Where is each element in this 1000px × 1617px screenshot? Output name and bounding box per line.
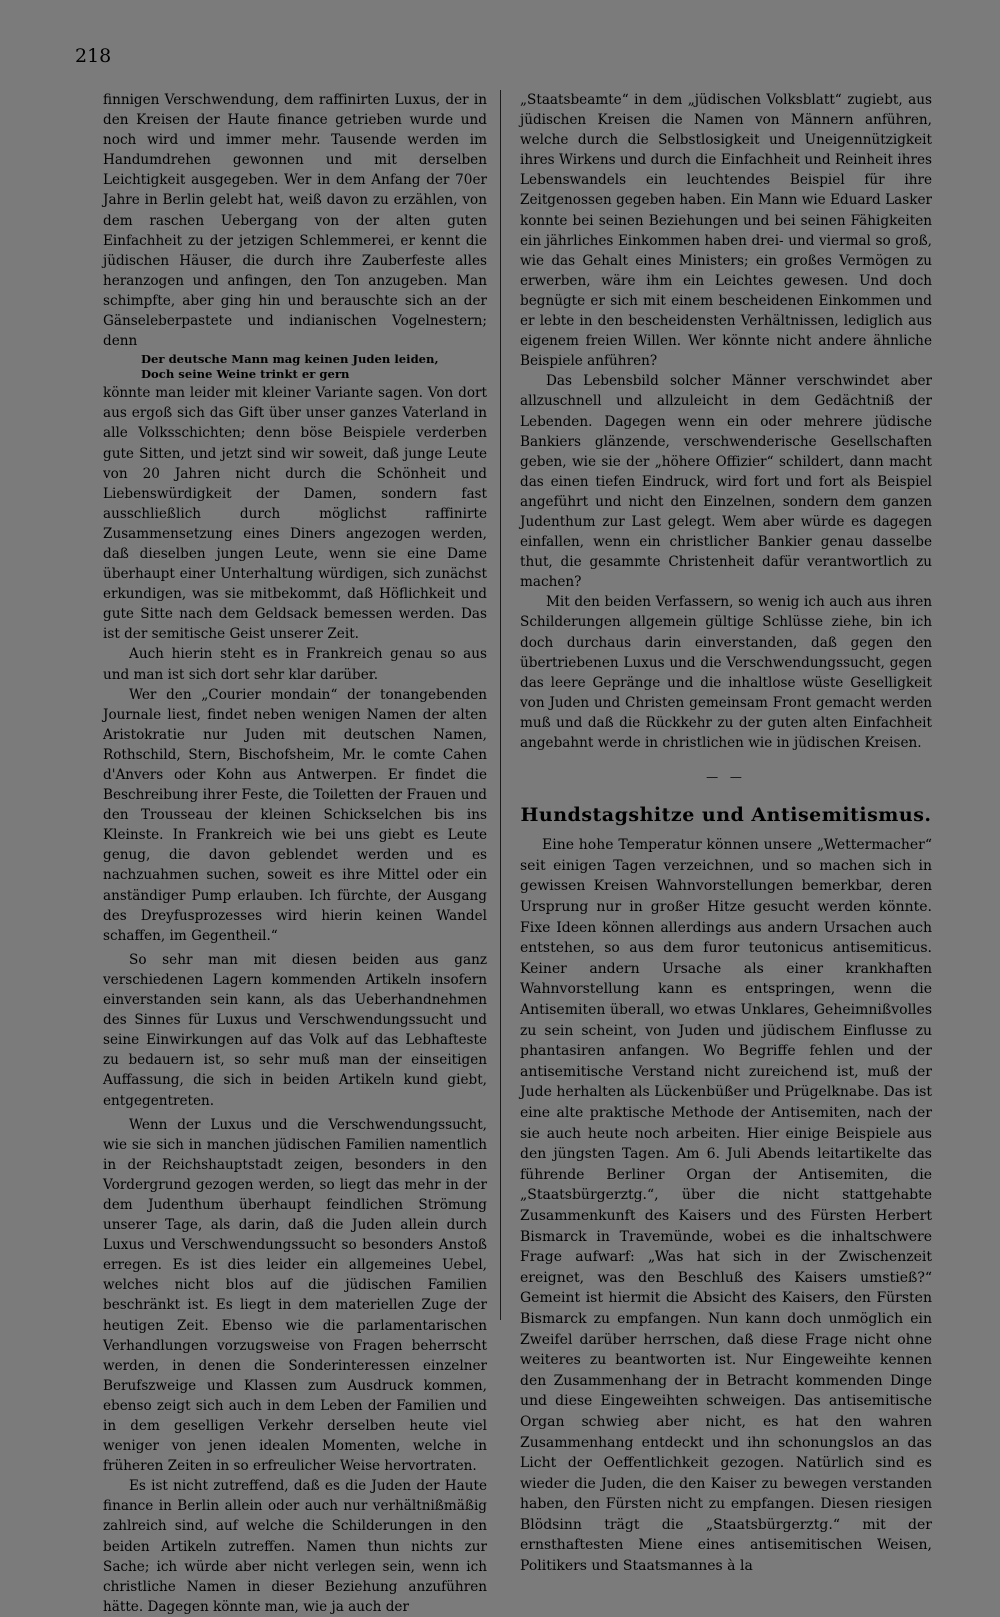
verse-line-1: Der deutsche Mann mag keinen Juden leiden,: [141, 352, 439, 367]
right-column: [520, 90, 932, 1577]
page-number: 218: [75, 45, 112, 67]
left-paragraph-3: Auch hierin steht es in Frankreich genau so aus und man ist sich dort sehr klar darüber.: [103, 646, 487, 683]
verse-line-2: Doch seine Weine trinkt er gern: [141, 367, 350, 382]
left-column: [103, 90, 487, 1617]
left-paragraph-2: könnte man leider mit kleiner Variante sagen. Von dort aus ergoß sich das Gift über unser ganzes Vaterland in alle Volksschichten; denn böse Beispiele verderben gute Sitten, und jetzt sind wir soweit, daß junge Leute von 20 Jahren nicht durch die Schönheit und Liebenswürdigkeit der Damen, sondern fast ausschließlich durch möglichst raffinirte Zusammensetzung eines Diners angezogen werden, daß dieselben jungen Leute, wenn sie eine Dame überhaupt einer Unterhaltung würdigen, sich zunächst erkundigen, was sie mitbekommt, daß Höflichkeit und gute Sitte nach dem Geldsack bemessen werden. Das ist der semitische Geist unserer Zeit.: [103, 385, 487, 643]
article-body: [520, 835, 932, 1576]
right-paragraph-2: Das Lebensbild solcher Männer verschwindet aber allzuschnell und allzuleicht in dem Gedächtniß der Lebenden. Dagegen wenn ein oder mehrere jüdische Bankiers glänzende, verschwenderische Gesellschaften geben, wie sie der „höhere Offizier“ schildert, dann macht das einen tiefen Eindruck, wird fort und fort als Beispiel angeführt und nicht den Einzelnen, sondern dem ganzen Judenthum zur Last gelegt. Wem aber würde es dagegen einfallen, wenn ein christlicher Bankier genau dasselbe thut, die gesammte Christenheit dafür verantwortlich zu machen?: [520, 373, 932, 591]
section-separator: — —: [706, 770, 746, 785]
article-paragraph: Eine hohe Temperatur können unsere „Wettermacher“ seit einigen Tagen verzeichnen, und so machen sich in gewissen Kreisen Wahnvorstellungen bemerkbar, deren Ursprung nur in großer Hitze gesucht werden könnte. Fixe Ideen können allerdings aus andern Ursachen auch entstehen, so aus dem furor teutonicus antisemiticus. Keiner andern Ursache als einer krankhaften Wahnvorstellung kann es entspringen, wenn die Antisemiten überall, wo etwas Unklares, Geheimnißvolles zu sein scheint, von Juden und jüdischem Einflusse zu phantasiren anfangen. Wo Begriffe fehlen und der antisemitische Verstand nicht zureichend ist, muß der Jude herhalten als Lückenbüßer und Prügelknabe. Das ist eine alte praktische Methode der Antisemiten, nach der sie auch heute noch arbeiten. Hier einige Beispiele aus den jüngsten Tagen. Am 6. Juli Abends leitartikelte das führende Berliner Organ der Antisemiten, die „Staatsbürgerztg.“, über die nicht stattgehabte Zusammenkunft des Kaisers und des Fürsten Herbert Bismarck in Travemünde, wobei es die inhaltschwere Frage aufwarf: „Was hat sich in der Zwischenzeit ereignet, was den Beschluß des Kaisers umstieß?“ Gemeint ist hiermit die Absicht des Kaisers, den Fürsten Bismarck zu empfangen. Nun kann doch unmöglich ein Zweifel darüber herrschen, daß diese Frage nicht ohne weiteres zu beantworten ist. Nur Eingeweihte kennen den Zusammenhang der in Betracht kommenden Dinge und diese Eingeweihten schweigen. Das antisemitische Organ schwieg aber nicht, es hat den wahren Zusammenhang entdeckt und ihn schonungslos an das Licht der Oeffentlichkeit gezogen. Natürlich sind es wieder die Juden, die den Kaiser zu bewegen verstanden haben, den Fürsten nicht zu empfangen. Diesen riesigen Blödsinn trägt die „Staatsbürgerztg.“ mit der ernsthaftesten Miene eines antisemitischen Weisen, Politikers und Staatsmannes à la: [520, 837, 932, 1575]
left-paragraph-5: So sehr man mit diesen beiden aus ganz verschiedenen Lagern kommenden Artikeln insofern einverstanden sein kann, als das Ueberhandnehmen des Sinnes für Luxus und Verschwendungssucht und seine Einwirkungen auf das Volk auf das Lebhafteste zu bedauern ist, so sehr muß man der einseitigen Auffassung, die sich in beiden Artikeln kund giebt, entgegentreten.: [103, 951, 487, 1109]
right-paragraph-1: „Staatsbeamte“ in dem „jüdischen Volksblatt“ zugiebt, aus jüdischen Kreisen die Namen von Männern anführen, welche durch die Selbstlosigkeit und Uneigennützigkeit ihres Wirkens und durch die Einfachheit und Reinheit ihres Lebenswandels ein leuchtendes Beispiel für ihre Zeitgenossen gegeben haben. Ein Mann wie Eduard Lasker konnte bei seinen Beziehungen und bei seinen Fähigkeiten ein jährliches Einkommen haben drei- und viermal so groß, wie das Gehalt eines Ministers; ein großes Vermögen zu erwerben, wäre ihm ein Leichtes gewesen. Und doch begnügte er sich mit einem bescheidenen Einkommen und er lebte in den bescheidensten Verhältnissen, lediglich aus eigenem freien Willen. Wer könnte nicht andere ähnliche Beispiele anführen?: [520, 92, 932, 370]
verse-quote: [141, 352, 487, 382]
left-paragraph-1: finnigen Verschwendung, dem raffinirten Luxus, der in den Kreisen der Haute finance getrieben wurde und noch wird und immer mehr. Tausende werden im Handumdrehen gewonnen und mit derselben Leichtigkeit ausgegeben. Wer in dem Anfang der 70er Jahre in Berlin gelebt hat, weiß davon zu erzählen, von dem raschen Uebergang von der alten guten Einfachheit zu der jetzigen Schlemmerei, er kennt die jüdischen Häuser, die durch ihre Zauberfeste alles heranzogen und anfingen, den Ton anzugeben. Man schimpfte, aber ging hin und berauschte sich an der Gänseleberpastete und indianischen Vogelnestern; denn: [103, 92, 487, 350]
left-paragraph-6: Wenn der Luxus und die Verschwendungssucht, wie sie sich in manchen jüdischen Familien namentlich in der Reichshauptstadt zeigen, besonders in den Vordergrund gezogen werden, so liegt das mehr in der dem Judenthum überhaupt feindlichen Strömung unserer Tage, als darin, daß die Juden allein durch Luxus und Verschwendungssucht so besonders Anstoß erregen. Es ist dies leider ein allgemeines Uebel, welches nicht blos auf die jüdischen Familien beschränkt ist. Es liegt in dem materiellen Zuge der heutigen Zeit. Ebenso wie die parlamentarischen Verhandlungen vorzugsweise von Fragen beherrscht werden, in denen die Sonderinteressen einzelner Berufszweige und Klassen zum Ausdruck kommen, ebenso zeigt sich auch in dem Leben der Familien und in dem geselligen Verkehr derselben heute viel weniger von jenen idealen Momenten, welche in früheren Zeiten in so erfreulicher Weise hervortraten.: [103, 1116, 487, 1475]
left-paragraph-4: Wer den „Courier mondain“ der tonangebenden Journale liest, findet neben wenigen Namen der alten Aristokratie nur Juden mit deutschen Namen, Rothschild, Stern, Bischofsheim, Mr. le comte Cahen d'Anvers oder Kohn aus Antwerpen. Er findet die Beschreibung ihrer Feste, die Toiletten der Frauen und den Trousseau der kleinen Schickselchen bis ins Kleinste. In Frankreich wie bei uns giebt es Leute genug, die davon geblendet werden und es nachzuahmen suchen, soweit es ihre Mittel oder ein anständiger Pump erlauben. Ich fürchte, der Ausgang des Dreyfusprozesses wird hierin keinen Wandel schaffen, im Gegentheil.“: [103, 686, 487, 944]
article-title: Hundstagshitze und Antisemitismus.: [520, 804, 932, 827]
left-paragraph-7: Es ist nicht zutreffend, daß es die Juden der Haute finance in Berlin allein oder auch nur verhältnißmäßig zahlreich sind, auf welche die Schilderungen in den beiden Artikeln zutreffen. Namen thun nichts zur Sache; ich würde aber nicht verlegen sein, wenn ich christliche Namen in dieser Beziehung anzuführen hätte. Dagegen könnte man, wie ja auch der: [103, 1478, 487, 1615]
column-divider: [500, 90, 501, 1320]
right-paragraph-3: Mit den beiden Verfassern, so wenig ich auch aus ihren Schilderungen allgemein gültige Schlüsse ziehe, bin ich doch durchaus darin einverstanden, daß gegen den übertriebenen Luxus und die Verschwendungssucht, gegen das leere Gepränge und die inhaltlose wüste Geselligkeit von Juden und Christen gemeinsam Front gemacht werden muß und daß die Rückkehr zu der guten alten Einfachheit angebahnt werde in christlichen wie in jüdischen Kreisen.: [520, 594, 932, 751]
